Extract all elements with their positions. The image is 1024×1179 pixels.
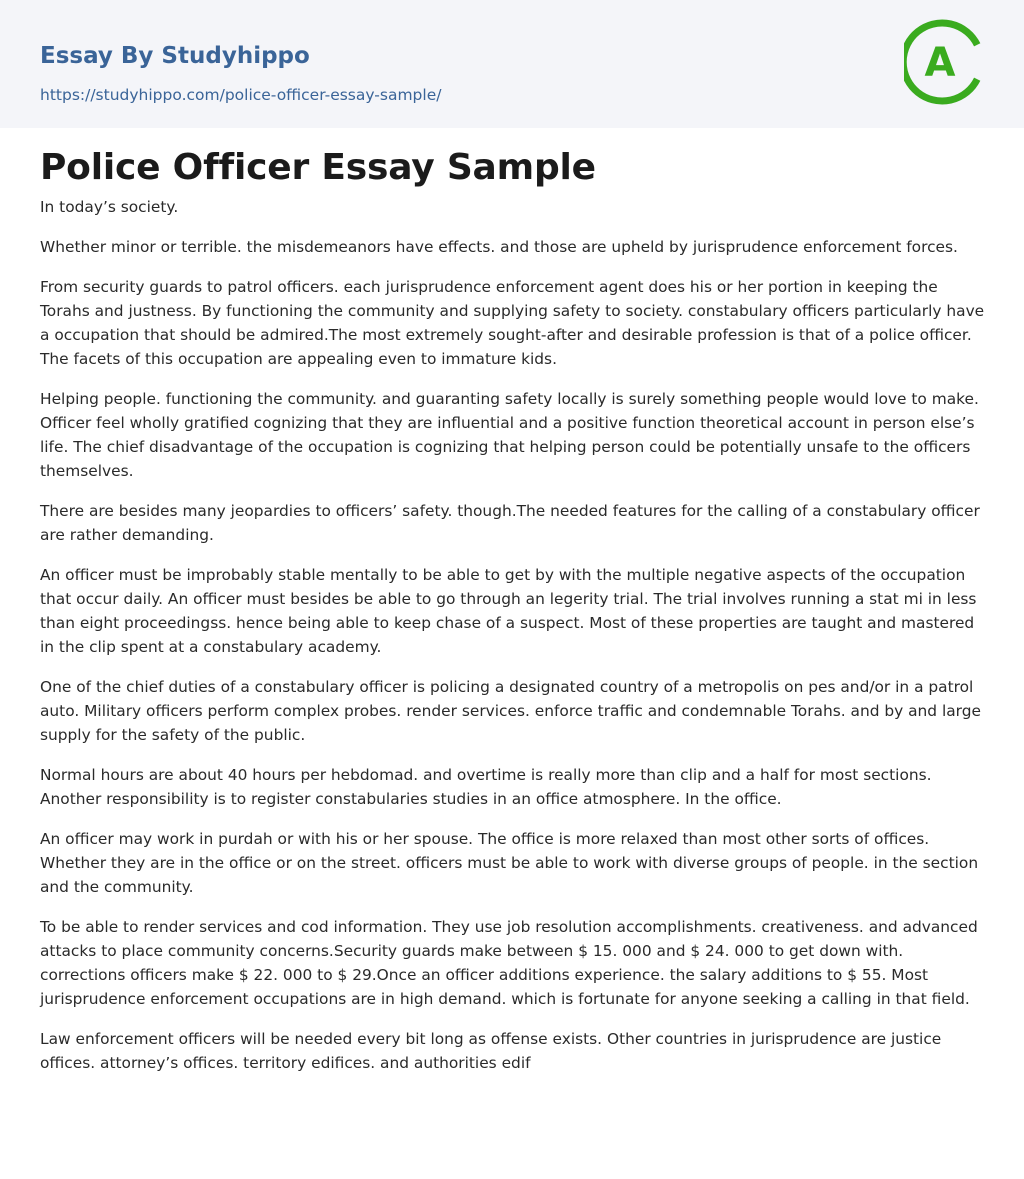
article-title: Police Officer Essay Sample xyxy=(40,147,596,188)
article-paragraph: Whether minor or terrible. the misdemeanors have effects. and those are upheld by jurisprudence enforcement forces. xyxy=(40,238,958,256)
site-header xyxy=(0,0,1024,128)
article xyxy=(40,143,986,1091)
logo-letter: A xyxy=(924,40,956,86)
article-paragraph: An officer must be improbably stable mentally to be able to get by with the multiple negative aspects of the occupation that occur daily. An officer must besides be able to go through an legerity trial. The trial involves running a stat mi in less than eight proceedingss. hence being able to keep chase of a suspect. Most of these properties are taught and mastered in the clip spent at a constabulary academy. xyxy=(40,566,977,656)
article-paragraph: Normal hours are about 40 hours per hebdomad. and overtime is really more than clip and a half for most sections. Another responsibility is to register constabularies studies in an office atmosphere. In the office. xyxy=(40,766,932,808)
article-paragraph: An officer may work in purdah or with his or her spouse. The office is more relaxed than most other sorts of offices. Whether they are in the office or on the street. officers must be able to work with diverse groups of people. in the section and the community. xyxy=(40,830,979,896)
article-paragraph: From security guards to patrol officers. each jurisprudence enforcement agent does his or her portion in keeping the Torahs and justness. By functioning the community and supplying safety to society. constabulary officers particularly have a occupation that should be admired.The most extremely sought-after and desirable profession is that of a police officer. The facets of this occupation are appealing even to immature kids. xyxy=(40,278,985,368)
article-paragraph: Helping people. functioning the community. and guaranting safety locally is surely something people would love to make. Officer feel wholly gratified cognizing that they are influential and a positive function theoretical account in person else’s life. The chief disadvantage of the occupation is cognizing that helping person could be potentially unsafe to the officers themselves. xyxy=(40,390,979,480)
article-paragraph: One of the chief duties of a constabulary officer is policing a designated country of a metropolis on pes and/or in a patrol auto. Military officers perform complex probes. render services. enforce traffic and condemnable Torahs. and by and large supply for the safety of the public. xyxy=(40,678,981,744)
article-paragraph: To be able to render services and cod information. They use job resolution accomplishments. creativeness. and advanced attacks to place community concerns.Security guards make between $ 15. 000 and $ 24. 000 to get down with. corrections officers make $ 22. 000 to $ 29.Once an officer additions experience. the salary additions to $ 55. Most jurisprudence enforcement occupations are in high demand. which is fortunate for anyone seeking a calling in that field. xyxy=(40,918,978,1008)
article-paragraph: Law enforcement officers will be needed every bit long as offense exists. Other countries in jurisprudence are justice offices. attorney’s offices. territory edifices. and authorities edif xyxy=(40,1030,942,1072)
article-paragraph: There are besides many jeopardies to officers’ safety. though.The needed features for the calling of a constabulary officer are rather demanding. xyxy=(40,502,980,544)
site-brand[interactable]: Essay By Studyhippo xyxy=(40,43,310,69)
article-paragraph: In today’s society. xyxy=(40,198,179,216)
source-url-link[interactable]: https://studyhippo.com/police-officer-essay-sample/ xyxy=(40,86,442,104)
studyhippo-logo-icon[interactable] xyxy=(904,18,990,106)
